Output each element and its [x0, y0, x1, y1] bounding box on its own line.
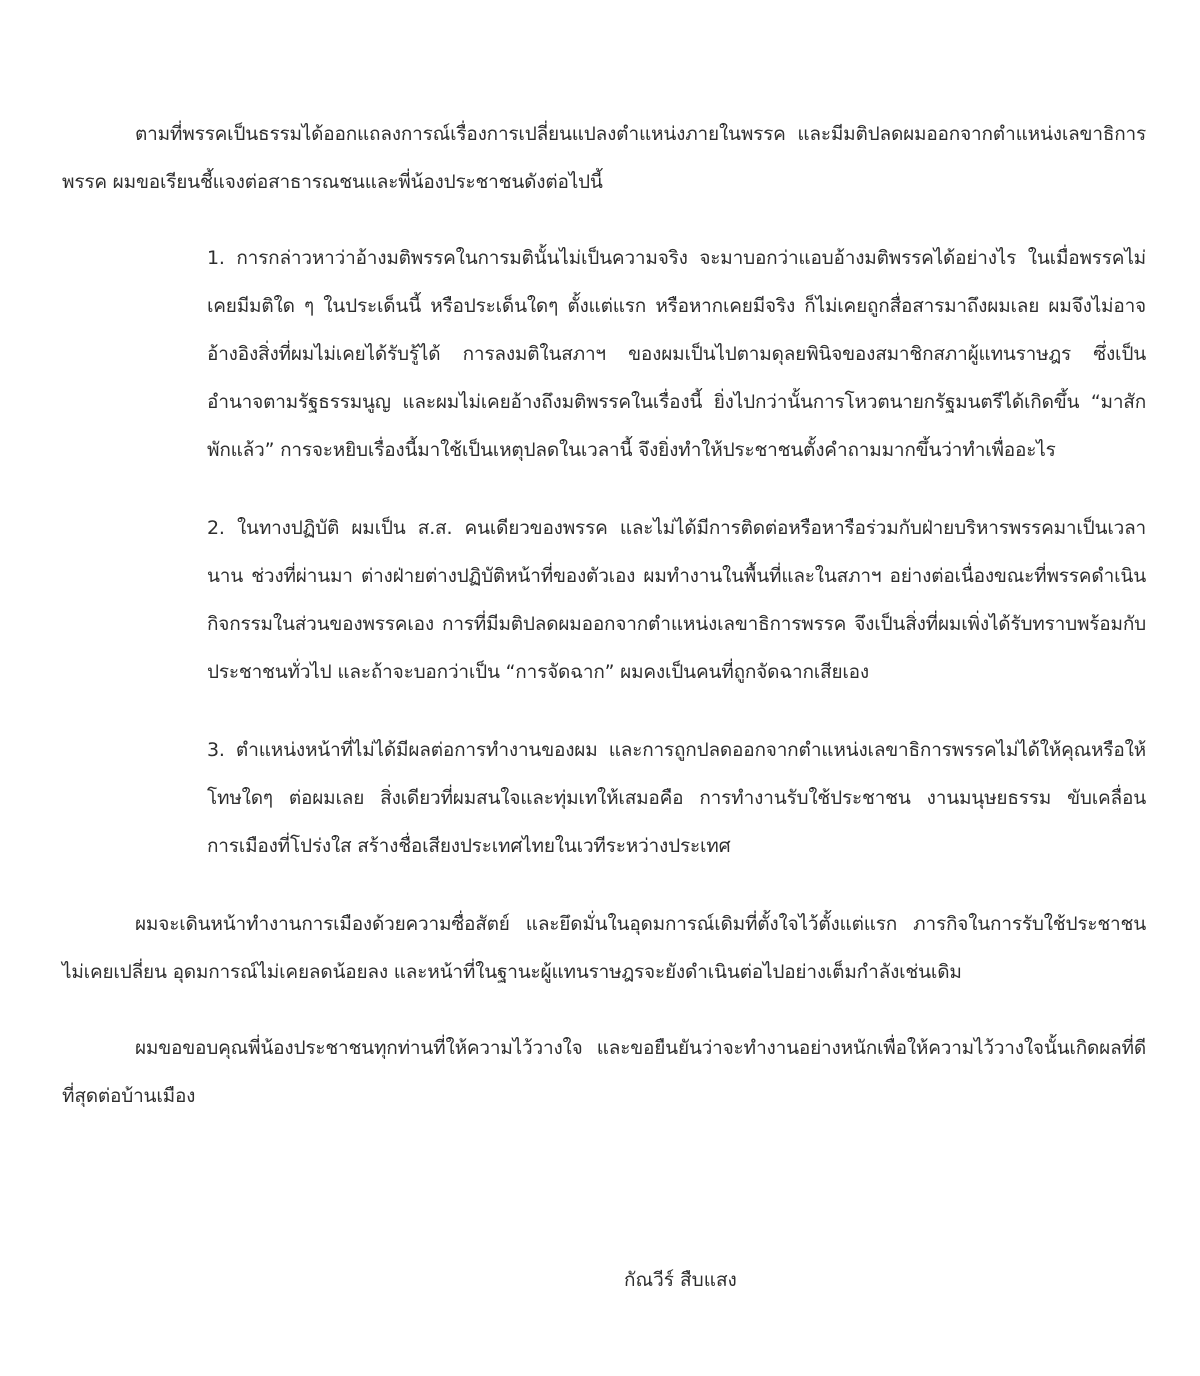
point-2: 2. ในทางปฏิบัติ ผมเป็น ส.ส. คนเดียวของพรรค และไม่ได้มีการติดต่อหรือหารือร่วมกับฝ่ายบริหารพรรคมาเป็นเวลานาน ช่วงที่ผ่านมา ต่างฝ่ายต่างปฏิบัติหน้าที่ของตัวเอง ผมทำงานในพื้นที่และในสภาฯ อย่างต่อเนื่องขณะที่พรรคดำเนินกิจกรรมในส่วนของพรรคเอง การที่มีมติปลดผมออกจากตำแหน่งเลขาธิการพรรค จึงเป็นสิ่งที่ผมเพิ่งได้รับทราบพร้อมกับประชาชนทั่วไป และถ้าจะบอกว่าเป็น “การจัดฉาก” ผมคงเป็นคนที่ถูกจัดฉากเสียเอง — [207, 517, 1146, 683]
spacer — [207, 474, 1146, 504]
point-3: 3. ตำแหน่งหน้าที่ไม่ได้มีผลต่อการทำงานของผม และการถูกปลดออกจากตำแหน่งเลขาธิการพรรคไม่ได้ให้คุณหรือให้โทษใดๆ ต่อผมเลย สิ่งเดียวที่ผมสนใจและทุ่มเทให้เสมอคือ การทำงานรับใช้ประชาชน งานมนุษยธรรม ขับเคลื่อนการเมืองที่โปร่งใส สร้างชื่อเสียงประเทศไทยในเวทีระหว่างประเทศ — [207, 739, 1146, 857]
intro-paragraph: ตามที่พรรคเป็นธรรมได้ออกแถลงการณ์เรื่องการเปลี่ยนแปลงตำแหน่งภายในพรรค และมีมติปลดผมออกจากตำแหน่งเลขาธิการพรรค ผมขอเรียนชี้แจงต่อสาธารณชนและพี่น้องประชาชนดังต่อไปนี้ — [62, 123, 1146, 193]
closing-paragraph-2: ผมขอขอบคุณพี่น้องประชาชนทุกท่านที่ให้ความไว้วางใจ และขอยืนยันว่าจะทำงานอย่างหนักเพื่อให้ความไว้วางใจนั้นเกิดผลที่ดีที่สุดต่อบ้านเมือง — [62, 1037, 1146, 1107]
spacer — [62, 996, 1146, 1024]
signature: กัณวีร์ สืบแสง — [624, 1269, 737, 1291]
point-1: 1. การกล่าวหาว่าอ้างมติพรรคในการมตินั้นไม่เป็นความจริง จะมาบอกว่าแอบอ้างมติพรรคได้อย่างไร ในเมื่อพรรคไม่เคยมีมติใด ๆ ในประเด็นนี้ หรือประเด็นใดๆ ตั้งแต่แรก หรือหากเคยมีจริง ก็ไม่เคยถูกสื่อสารมาถึงผมเลย ผมจึงไม่อาจอ้างอิงสิ่งที่ผมไม่เคยได้รับรู้ได้ การลงมติในสภาฯ ของผมเป็นไปตามดุลยพินิจของสมาชิกสภาผู้แทนราษฎร ซึ่งเป็นอำนาจตามรัฐธรรมนูญ และผมไม่เคยอ้างถึงมติพรรคในเรื่องนี้ ยิ่งไปกว่านั้นการโหวตนายกรัฐมนตรีได้เกิดขึ้น “มาสักพักแล้ว” การจะหยิบเรื่องนี้มาใช้เป็นเหตุปลดในเวลานี้ จึงยิ่งทำให้ประชาชนตั้งคำถามมากขึ้นว่าทำเพื่ออะไร — [207, 247, 1146, 461]
spacer — [207, 696, 1146, 726]
spacer — [62, 206, 1146, 234]
statement-document — [62, 110, 1146, 1120]
spacer — [62, 870, 1146, 900]
points-list — [62, 234, 1146, 870]
closing-paragraph-1: ผมจะเดินหน้าทำงานการเมืองด้วยความซื่อสัตย์ และยึดมั่นในอุดมการณ์เดิมที่ตั้งใจไว้ตั้งแต่แรก ภารกิจในการรับใช้ประชาชนไม่เคยเปลี่ยน อุดมการณ์ไม่เคยลดน้อยลง และหน้าที่ในฐานะผู้แทนราษฎรจะยังดำเนินต่อไปอย่างเต็มกำลังเช่นเดิม — [62, 913, 1146, 983]
